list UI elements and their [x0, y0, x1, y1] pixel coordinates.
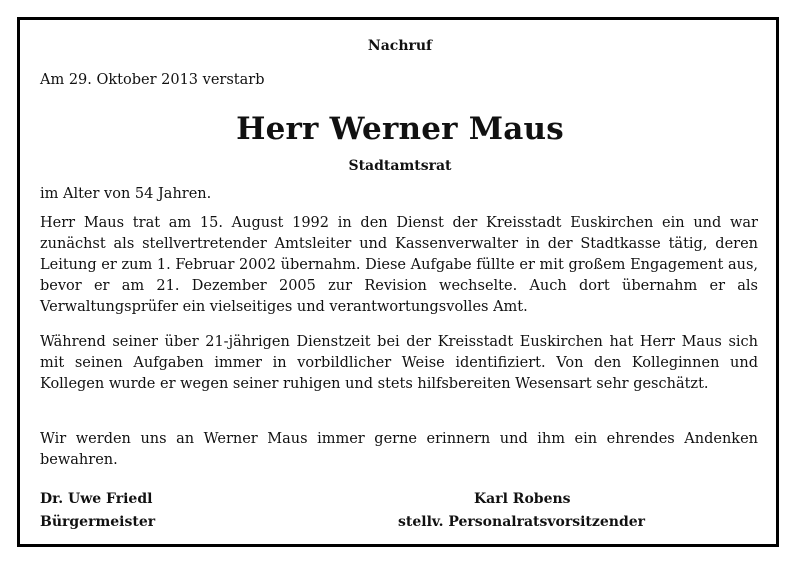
deceased-name: Herr Werner Maus — [236, 111, 564, 147]
signatory-name-mayor: Dr. Uwe Friedl — [40, 491, 153, 507]
deceased-rank: Stadtamtsrat — [348, 158, 452, 174]
signatory-title-council: stellv. Personalratsvorsitzender — [398, 514, 646, 530]
age-line: im Alter von 54 Jahren. — [40, 186, 212, 202]
notice-heading: Nachruf — [367, 38, 433, 54]
tribute-paragraph: Während seiner über 21-jährigen Dienstzeit bei der Kreisstadt Euskirchen hat Herr Maus sich mit seinen Aufgaben immer in vorbildlicher Weise identifiziert. Von den Kolleginnen und Kollegen wurde er wegen seiner ruhigen und stets hilfsbereiten Wesensart sehr geschätzt. — [40, 334, 758, 392]
closing-paragraph: Wir werden uns an Werner Maus immer gerne erinnern und ihm ein ehrendes Andenken bewahren. — [40, 431, 758, 468]
career-paragraph: Herr Maus trat am 15. August 1992 in den Dienst der Kreisstadt Euskirchen ein und war zunächst als stellvertretender Amtsleiter und Kassenverwalter in der Stadtkasse tätig, deren Leitung er zum 1. Februar 2002 übernahm. Diese Aufgabe füllte er mit großem Engagement aus, bevor er am 21. Dezember 2005 zur Revision wechselte. Auch dort übernahm er als Verwaltungsprüfer ein vielseitiges und verantwortungsvolles Amt. — [40, 215, 758, 315]
intro-line: Am 29. Oktober 2013 verstarb — [40, 72, 265, 88]
signatory-name-council: Karl Robens — [474, 491, 571, 507]
signatory-title-mayor: Bürgermeister — [40, 514, 156, 530]
